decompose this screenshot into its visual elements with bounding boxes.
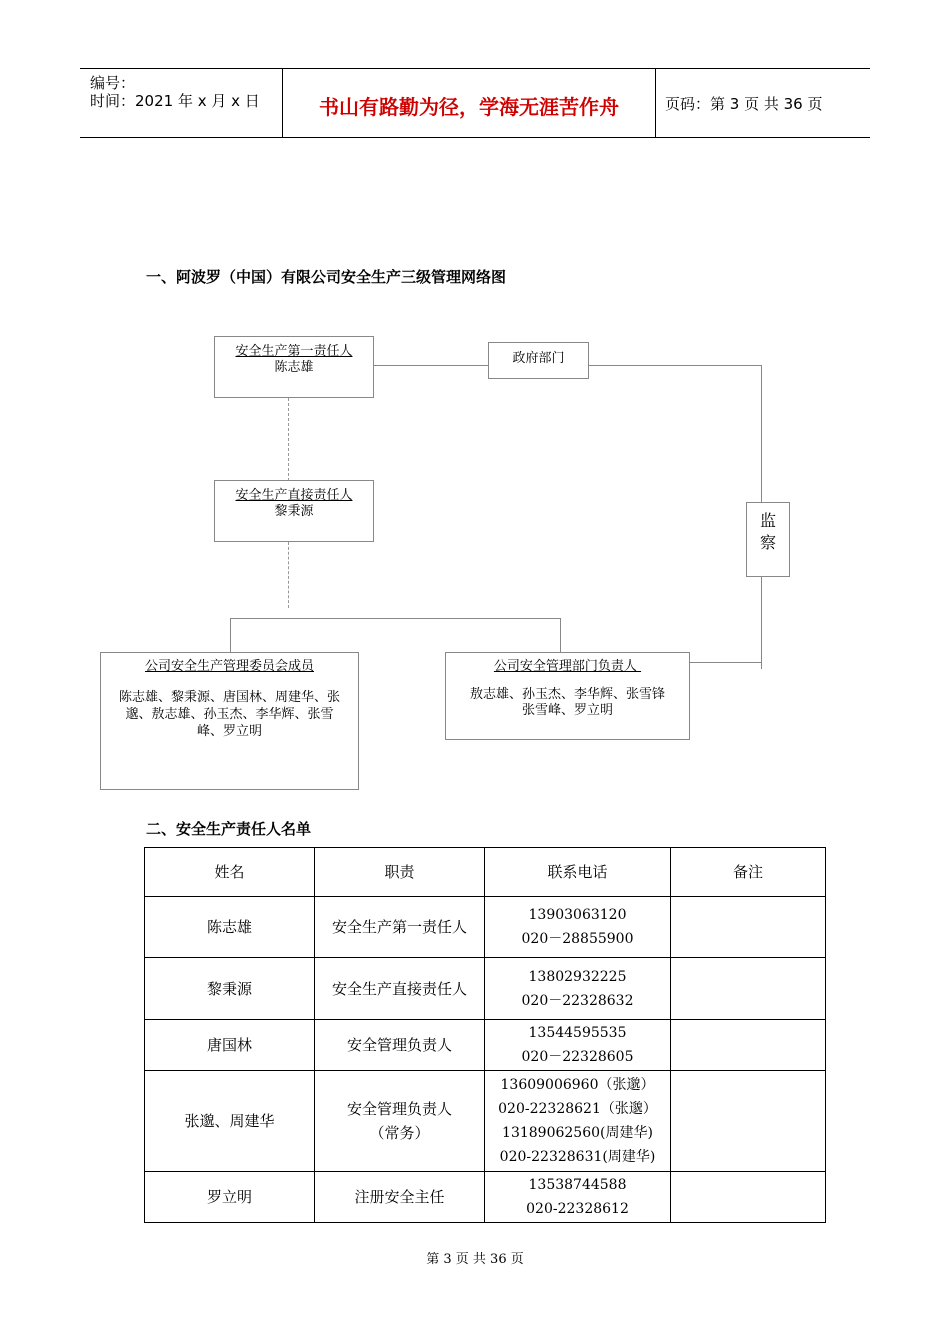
- org-box-safety-dept: [445, 652, 690, 740]
- dept-title: 公司安全管理部门负责人: [493, 659, 642, 674]
- cell-duty: 安全生产第一责任人: [315, 897, 485, 958]
- cell-name: 张邈、周建华: [145, 1071, 315, 1172]
- table-header-row: [145, 848, 826, 897]
- responsible-persons-table: [144, 847, 826, 1223]
- phone-line: 020－28855900: [521, 931, 634, 947]
- org-box-government: [488, 342, 589, 379]
- cell-name: 唐国林: [145, 1020, 315, 1071]
- connector-branch: [230, 618, 561, 619]
- section1-title: 一、阿波罗（中国）有限公司安全生产三级管理网络图: [146, 268, 507, 286]
- first-role: 安全生产第一责任人: [235, 344, 353, 359]
- phone-line: 13609006960（张邈）: [500, 1077, 655, 1093]
- cell-phone: [485, 1172, 671, 1223]
- table-row: [145, 958, 826, 1020]
- table-row: [145, 897, 826, 958]
- header-page-label: 页码：第 3 页 共 36 页: [665, 95, 823, 113]
- table-row: [145, 1172, 826, 1223]
- header-duty: 职责: [315, 848, 485, 897]
- dept-line-2: 张雪峰、罗立明: [521, 703, 613, 718]
- cell-phone: [485, 1071, 671, 1172]
- table-row: [145, 1020, 826, 1071]
- header-motto-cell: [282, 69, 656, 137]
- header-name: 姓名: [145, 848, 315, 897]
- cell-note: [671, 1071, 826, 1172]
- cell-name: 黎秉源: [145, 958, 315, 1020]
- direct-name: 黎秉源: [274, 504, 314, 519]
- supervise-char-1: 监: [759, 511, 776, 530]
- phone-line: 13544595535: [528, 1025, 627, 1041]
- phone-line: 13903063120: [528, 907, 627, 923]
- connector-to-dept: [689, 662, 762, 663]
- page-footer: 第 3 页 共 36 页: [426, 1252, 524, 1267]
- phone-line: 13538744588: [528, 1177, 627, 1193]
- org-box-first-responsible: [214, 336, 374, 398]
- phone-line: 13189062560(周建华): [502, 1125, 653, 1141]
- supervise-char-2: 察: [759, 533, 776, 552]
- phone-line: 020-22328631(周建华): [499, 1149, 656, 1165]
- doc-number-label: 编号：: [90, 74, 136, 92]
- dept-line-1: 敖志雄、孙玉杰、李华辉、张雪锋: [469, 687, 665, 702]
- cell-duty: 安全管理负责人: [315, 1020, 485, 1071]
- org-box-supervision: [746, 502, 790, 577]
- phone-line: 020－22328605: [521, 1049, 634, 1065]
- phone-line: 13802932225: [528, 968, 627, 985]
- cell-phone: [485, 958, 671, 1020]
- page-header: [80, 68, 870, 138]
- cell-duty: 注册安全主任: [315, 1172, 485, 1223]
- cell-phone: [485, 1020, 671, 1071]
- first-name: 陈志雄: [274, 360, 314, 375]
- connector-right-upper: [761, 365, 762, 502]
- header-note: 备注: [671, 848, 826, 897]
- header-meta: [80, 69, 282, 137]
- connector-branch-left: [230, 618, 231, 652]
- org-box-committee: [100, 652, 359, 790]
- gov-label: 政府部门: [512, 351, 565, 366]
- cell-duty: 安全生产直接责任人: [315, 958, 485, 1020]
- cell-note: [671, 1172, 826, 1223]
- cell-name: 陈志雄: [145, 897, 315, 958]
- cell-note: [671, 897, 826, 958]
- connector-first-gov: [373, 365, 488, 366]
- section2-title: 二、安全生产责任人名单: [146, 820, 312, 838]
- cell-name: 罗立明: [145, 1172, 315, 1223]
- direct-role: 安全生产直接责任人: [235, 488, 353, 503]
- phone-line: 020-22328612: [526, 1201, 629, 1217]
- table-row: [145, 1071, 826, 1172]
- cell-note: [671, 1020, 826, 1071]
- org-box-direct-responsible: [214, 480, 374, 542]
- cell-duty: 安全管理负责人（常务）: [315, 1071, 485, 1172]
- connector-first-direct: [288, 398, 289, 481]
- connector-gov-right: [588, 365, 762, 366]
- header-phone: 联系电话: [485, 848, 671, 897]
- doc-time-label: 时间：2021 年 x 月 x 日: [90, 92, 260, 110]
- phone-line: 020－22328632: [521, 992, 634, 1009]
- committee-title: 公司安全生产管理委员会成员: [144, 659, 314, 674]
- connector-direct-down: [288, 542, 289, 608]
- connector-branch-right: [560, 618, 561, 652]
- phone-line: 020-22328621（张邈）: [498, 1101, 657, 1117]
- header-motto: 书山有路勤为径，学海无涯苦作舟: [319, 95, 619, 119]
- committee-members: 陈志雄、黎秉源、唐国林、周建华、张邈、敖志雄、孙玉杰、李华辉、张雪峰、罗立明: [118, 690, 340, 739]
- cell-note: [671, 958, 826, 1020]
- connector-right-lower: [761, 577, 762, 669]
- cell-phone: [485, 897, 671, 958]
